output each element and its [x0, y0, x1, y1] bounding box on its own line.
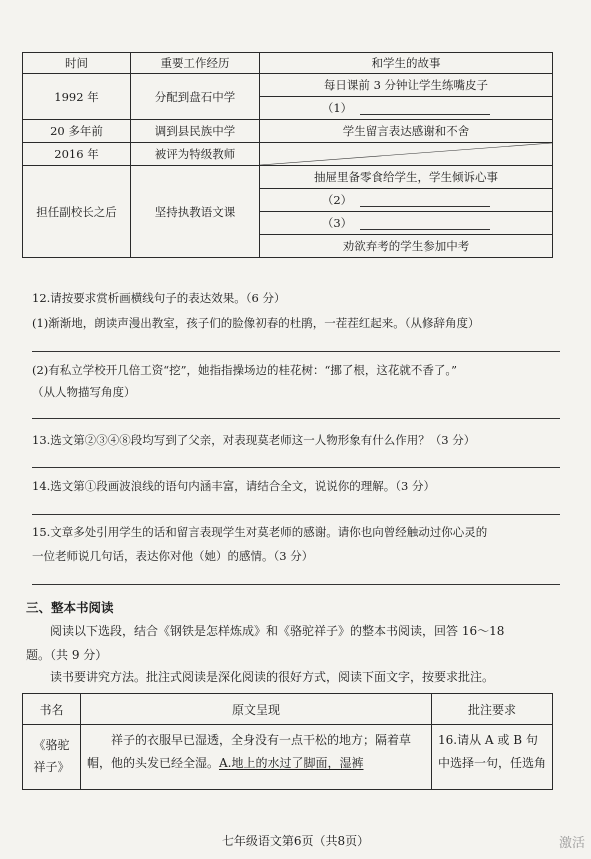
row-time: 20 多年前	[23, 120, 131, 143]
row-time: 担任副校长之后	[23, 166, 131, 258]
story-cell-crossed	[260, 143, 552, 165]
question-15: 15.文章多处引用学生的话和留言表现学生对莫老师的感谢。请你也向曾经触动过你心灵的	[32, 525, 488, 539]
row-time: 2016 年	[23, 143, 131, 166]
question-12-2-angle: （从人物描写角度）	[32, 385, 136, 399]
question-12: 12.请按要求赏析画横线句子的表达效果。（6 分）	[32, 291, 286, 305]
row-time: 1992 年	[23, 74, 131, 120]
section-instruction: 读书要讲究方法。批注式阅读是深化阅读的很好方式，阅读下面文字，按要求批注。	[50, 670, 495, 684]
story-table	[22, 52, 553, 258]
story-blank-1[interactable]: （1）	[260, 97, 552, 119]
answer-line[interactable]	[32, 467, 560, 468]
story-cell: 学生留言表达感谢和不舍	[342, 124, 470, 138]
section-intro: 阅读以下选段，结合《钢铁是怎样炼成》和《骆驼祥子》的整本书阅读，回答 16～18	[50, 624, 505, 638]
question-12-1: (1)渐渐地，朗读声漫出教室，孩子们的脸像初春的杜鹃，一茬茬红起来。（从修辞角度）	[32, 316, 480, 330]
row-work: 被评为特级教师	[131, 143, 260, 166]
page-footer: 七年级语文第6页（共8页）	[221, 834, 370, 848]
answer-line[interactable]	[32, 418, 560, 419]
story-cell: 每日课前 3 分钟让学生练嘴皮子	[260, 74, 552, 97]
section-intro-cont: 题。（共 9 分）	[26, 648, 108, 662]
header-time: 时间	[23, 53, 131, 74]
book-title: 《骆驼祥子》	[23, 725, 81, 790]
header-book: 书名	[23, 694, 81, 725]
sentence-a: A.地上的水过了脚面，湿裤	[219, 755, 364, 770]
watermark: 激活	[558, 836, 585, 851]
story-blank-3[interactable]: （3）	[260, 212, 552, 235]
annotation-table	[22, 693, 553, 790]
header-text: 原文呈现	[81, 694, 432, 725]
answer-line[interactable]	[32, 351, 560, 352]
section-title: 三、整本书阅读	[26, 600, 114, 615]
original-text: 祥子的衣服早已湿透，全身没有一点干松的地方；隔着草帽，他的头发已经全湿。	[87, 733, 412, 770]
row-work: 坚持执教语文课	[131, 166, 260, 258]
story-cell: 抽屉里备零食给学生，学生倾诉心事	[260, 166, 552, 189]
story-cell: 劝欲弃考的学生参加中考	[342, 239, 470, 253]
answer-line[interactable]	[32, 584, 560, 585]
header-stories: 和学生的故事	[260, 53, 553, 74]
question-13: 13.选文第②③④⑧段均写到了父亲，对表现莫老师这一人物形象有什么作用？（3 分）	[32, 433, 476, 447]
question-14: 14.选文第①段画波浪线的语句内涵丰富，请结合全文，说说你的理解。（3 分）	[32, 479, 436, 493]
question-12-2: (2)有私立学校开几倍工资“挖”，她指指操场边的桂花树：“挪了根，这花就不香了。”	[32, 363, 458, 377]
question-15-cont: 一位老师说几句话，表达你对他（她）的感情。（3 分）	[32, 549, 314, 563]
story-blank-2[interactable]: （2）	[260, 189, 552, 212]
row-work: 分配到盘石中学	[131, 74, 260, 120]
requirement-text: 16.请从 A 或 B 句中选择一句，任选角	[432, 725, 553, 790]
header-requirement: 批注要求	[432, 694, 553, 725]
header-work: 重要工作经历	[131, 53, 260, 74]
row-work: 调到县民族中学	[131, 120, 260, 143]
answer-line[interactable]	[32, 514, 560, 515]
